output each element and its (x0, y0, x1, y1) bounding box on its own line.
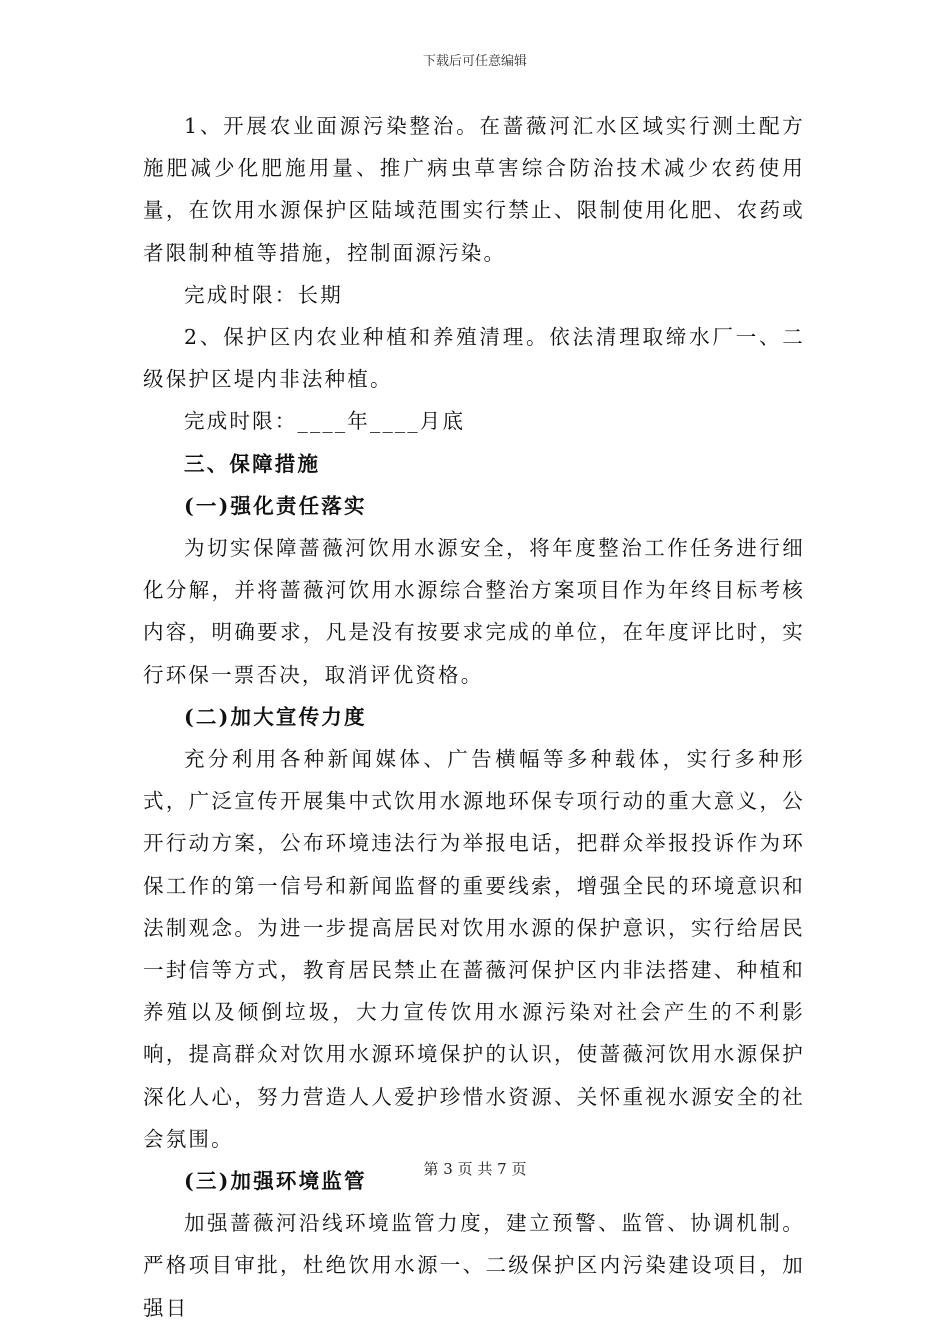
paragraph: 为切实保障蔷薇河饮用水源安全，将年度整治工作任务进行细化分解，并将蔷薇河饮用水源综合整治方案项目作为年终目标考核内容，明确要求，凡是没有按要求完成的单位，在年度评比时，实行环保一票否决，取消评优资格。 (143, 536, 805, 687)
paragraph: 2、保护区内农业种植和养殖清理。依法清理取缔水厂一、二级保护区堤内非法种植。 (143, 325, 805, 392)
paragraph: 1、开展农业面源污染整治。在蔷薇河汇水区域实行测土配方施肥减少化肥施用量、推广病虫草害综合防治技术减少农药使用量，在饮用水源保护区陆域范围实行禁止、限制使用化肥、农药或者限制种植等措施，控制面源污染。 (143, 114, 805, 265)
subsection-heading: (一)强化责任落实 (184, 493, 367, 518)
subsection-heading: (三)加强环境监管 (184, 1169, 367, 1194)
paragraph: 加强蔷薇河沿线环境监管力度，建立预警、监管、协调机制。严格项目审批，杜绝饮用水源一、二级保护区内污染建设项目，加强日 (143, 1211, 805, 1320)
deadline-line: 完成时限：____年____月底 (184, 409, 466, 434)
page-footer: 第 3 页 共 7 页 (423, 1160, 527, 1178)
deadline-line: 完成时限：长期 (184, 282, 343, 307)
paragraph: 充分利用各种新闻媒体、广告横幅等多种载体，实行多种形式，广泛宣传开展集中式饮用水源地环保专项行动的重大意义，公开行动方案，公布环境违法行为举报电话，把群众举报投诉作为环保工作的第一信号和新闻监督的重要线索，增强全民的环境意识和法制观念。为进一步提高居民对饮用水源的保护意识，实行给居民一封信等方式，教育居民禁止在蔷薇河保护区内非法搭建、种植和养殖以及倾倒垃圾，大力宣传饮用水源污染对社会产生的不利影响，提高群众对饮用水源环境保护的认识，使蔷薇河饮用水源保护深化人心，努力营造人人爱护珍惜水资源、关怀重视水源安全的社会氛围。 (143, 747, 805, 1151)
section-heading: 三、保障措施 (184, 451, 321, 476)
subsection-heading: (二)加大宣传力度 (184, 704, 367, 729)
document-body (143, 105, 805, 1329)
page-header: 下载后可任意编辑 (422, 54, 527, 69)
